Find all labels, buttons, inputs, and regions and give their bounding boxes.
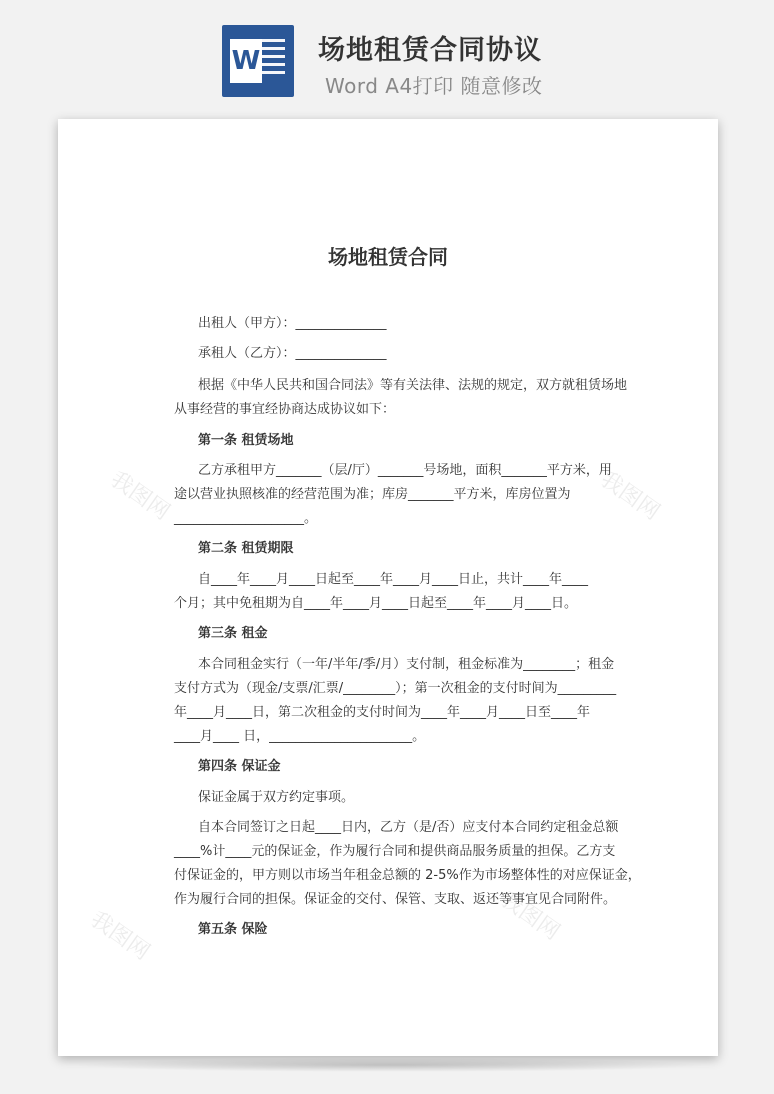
watermark: 我图网: [85, 906, 155, 966]
page-shadow: [70, 1058, 710, 1072]
paragraph-line: 付保证金的，甲方则以市场当年租金总额的 2-5%作为市场整体性的对应保证金，: [174, 868, 641, 883]
paragraph-line: 保证金属于双方约定事项。: [198, 790, 355, 805]
word-icon: W: [222, 25, 294, 97]
watermark: 我图网: [595, 466, 665, 526]
paragraph-line: 自本合同签订之日起____日内，乙方（是/否）应支付本合同约定租金总额: [198, 820, 619, 835]
paragraph-line: 根据《中华人民共和国合同法》等有关法律、法规的规定，双方就租赁场地: [198, 378, 628, 393]
paragraph-line: 年____月____日，第二次租金的支付时间为____年____月____日至____年: [174, 705, 591, 720]
article-heading: 第一条 租赁场地: [198, 433, 294, 448]
banner: [0, 0, 774, 118]
paragraph-line: ____________________。: [174, 511, 318, 526]
document-page: [58, 119, 718, 1056]
lessor-line: 出租人（甲方）：______________: [198, 316, 387, 331]
paragraph-line: 作为履行合同的担保。保证金的交付、保管、支取、返还等事宜见合同附件。: [174, 892, 617, 907]
paragraph-line: 途以营业执照核准的经营范围为准；库房_______平方米，库房位置为: [174, 487, 571, 502]
lessee-line: 承租人（乙方）：______________: [198, 346, 387, 361]
paragraph-line: ____%计____元的保证金，作为履行合同和提供商品服务质量的担保。乙方支: [174, 844, 616, 859]
paragraph-line: 自____年____月____日起至____年____月____日止，共计____年____: [198, 572, 589, 587]
watermark: 我图网: [495, 886, 565, 946]
article-heading: 第三条 租金: [198, 626, 268, 641]
article-heading: 第二条 租赁期限: [198, 541, 294, 556]
paragraph-line: 从事经营的事宜经协商达成协议如下：: [174, 402, 396, 417]
watermark: 我图网: [105, 466, 175, 526]
banner-title: 场地租赁合同协议: [318, 35, 542, 66]
article-heading: 第五条 保险: [198, 922, 268, 937]
paragraph-line: 本合同租金实行（一年/半年/季/月）支付制，租金标准为________；租金: [198, 657, 615, 672]
paragraph-line: 个月；其中免租期为自____年____月____日起至____年____月____日。: [174, 596, 578, 611]
paragraph-line: 支付方式为（现金/支票/汇票/________）；第一次租金的支付时间为_________: [174, 681, 617, 696]
banner-subtitle: Word A4打印 随意修改: [325, 74, 543, 98]
document-title: 场地租赁合同: [328, 245, 448, 269]
article-heading: 第四条 保证金: [198, 759, 281, 774]
paragraph-line: 乙方承租甲方_______（层/厅）_______号场地，面积_______平方米，用: [198, 463, 612, 478]
paragraph-line: ____月____ 日，______________________。: [174, 729, 426, 744]
